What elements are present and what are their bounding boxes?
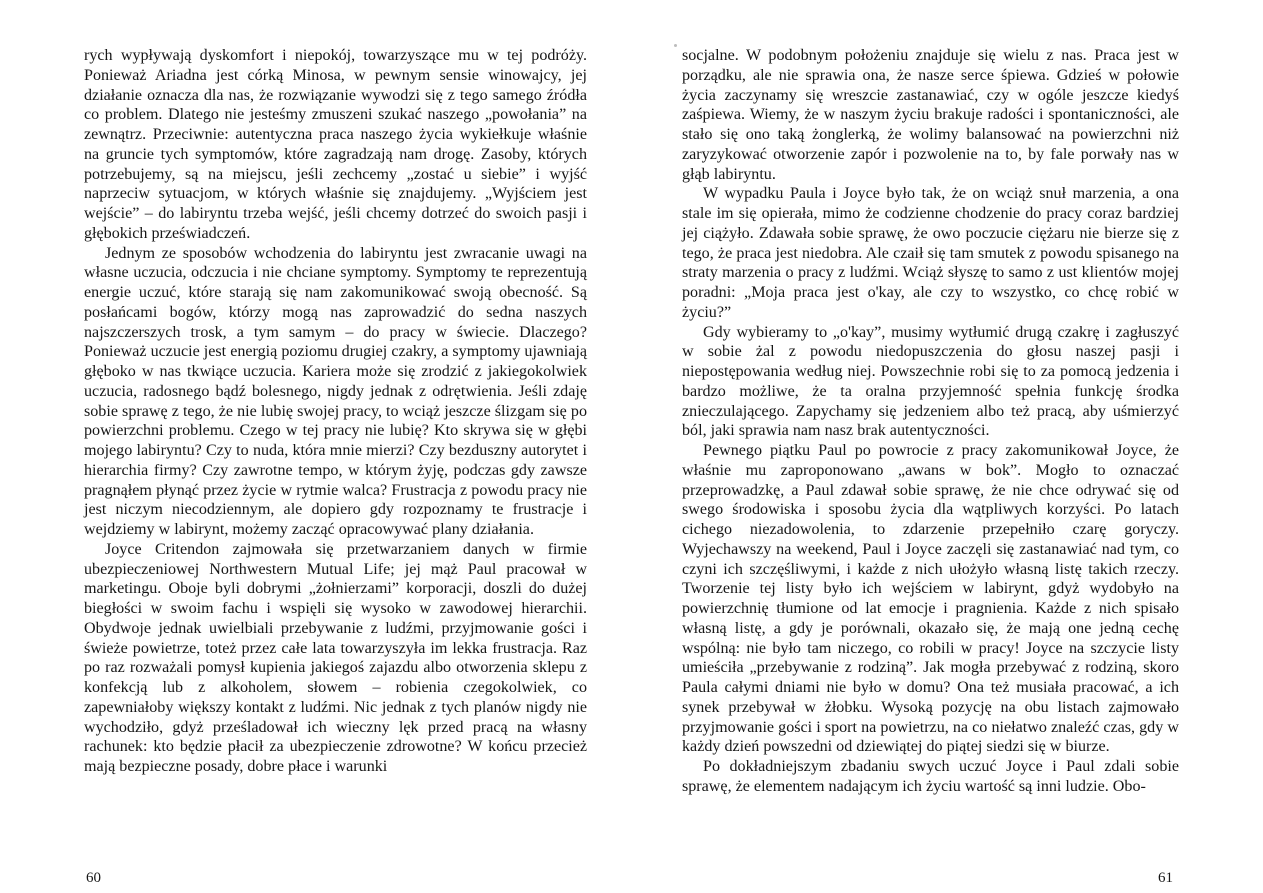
paragraph: Gdy wybieramy to „o'kay”, musimy wytłumić drugą czakrę i zagłuszyć w sobie żal z powodu niedopuszczenia do głosu naszej pasji i niepostępowania według niej. Powszechnie robi się to za pomocą jedzenia i bardzo możliwe, że ta oralna przyjemność spełnia funkcję środka znieczulającego. Zapychamy się jedzeniem albo też pracą, aby uśmierzyć ból, jaki sprawia nam nasz brak autentyczności. <box>682 323 1179 440</box>
paragraph: W wypadku Paula i Joyce było tak, że on wciąż snuł marzenia, a ona stale im się opierała, mimo że codzienne chodzenie do pracy coraz bardziej jej ciążyło. Zdawała sobie sprawę, że owo poczucie ciężaru nie bierze się z tego, że praca jest niedobra. Ale czaił się tam smutek z powodu spisanego na straty marzenia o pracy z ludźmi. Wciąż słyszę to samo z ust klientów mojej poradni: „Moja praca jest o'kay, ale czy to wszystko, co chcę robić w życiu?” <box>682 185 1179 321</box>
left-page-text <box>84 46 587 777</box>
page-number: 60 <box>86 870 101 886</box>
page-number: 61 <box>1158 870 1173 886</box>
paragraph: Joyce Critendon zajmowała się przetwarzaniem danych w firmie ubezpieczeniowej Northwestern Mutual Life; jej mąż Paul pracował w marketingu. Oboje byli dobrymi „żołnierzami” korporacji, doszli do dużej biegłości w swoim fachu i wspięli się wysoko w zawodowej hierarchii. Obydwoje jednak uwielbiali przebywanie z ludźmi, przyjmowanie gości i świeże powietrze, toteż przez całe lata towarzyszyła im lekka frustracja. Raz po raz rozważali pomysł kupienia jakiegoś zajazdu albo otworzenia sklepu z konfekcją lub z alkoholem, słowem – robienia czegokolwiek, co zapewniałoby większy kontakt z ludźmi. Nic jednak z tych planów nigdy nie wychodziło, gdyż prześladował ich wieczny lęk przed pracą na własny rachunek: kto będzie płacił za ubezpieczenie zdrowotne? W końcu przecież mają bezpieczne posady, dobre płace i warunki <box>84 540 587 775</box>
paragraph: Po dokładniejszym zbadaniu swych uczuć Joyce i Paul zdali sobie sprawę, że elementem nadającym ich życiu wartość są inni ludzie. Obo- <box>682 758 1179 795</box>
paragraph: Pewnego piątku Paul po powrocie z pracy zakomunikował Joyce, że właśnie mu zaproponowano „awans w bok”. Mogło to oznaczać przeprowadzkę, a Paul zdawał sobie sprawę, że nie chce odrywać się od swego środowiska i sposobu życia dla wątpliwych korzyści. Po latach cichego niezadowolenia, to zdarzenie przepełniło czarę goryczy. Wyjechawszy na weekend, Paul i Joyce zaczęli się zastanawiać nad tym, co czyni ich szczęśliwymi, i każde z nich ułożyło własną listę takich rzeczy. Tworzenie tej listy było ich wejściem w labirynt, gdyż wydobyło na powierzchnię tłumione od lat emocje i pragnienia. Każde z nich spisało własną listę, a gdy je porównali, okazało się, że mają one jedną cechę wspólną: nie było tam niczego, co robili w pracy! Joyce na szczycie listy umieściła „przebywanie z rodziną”. Jak mogła przebywać z rodziną, skoro Paula całymi dniami nie było w domu? Ona też musiała pracować, a ich synek przebywał w żłobku. Wysoką pozycję na obu listach zajmowało przyjmowanie gości i sport na powietrzu, na co niełatwo znaleźć czas, gdy w każdy dzień powszedni od dziewiątej do piątej siedzi się w biurze. <box>682 442 1179 756</box>
scan-speck <box>674 44 677 47</box>
right-page-text <box>682 46 1179 797</box>
left-page <box>0 0 631 893</box>
paragraph: socjalne. W podobnym położeniu znajduje się wielu z nas. Praca jest w porządku, ale nie sprawia ona, że nasze serce śpiewa. Gdzieś w połowie życia zaczynamy się wreszcie zastanawiać, czy w ogóle jeszcze kiedyś zaśpiewa. Wiemy, że w naszym życiu brakuje radości i spontaniczności, ale stało się ono taką żonglerką, że wolimy balansować na powierzchni niż zaryzykować otworzenie zapór i pozwolenie na to, by fale porwały nas w głąb labiryntu. <box>682 47 1179 183</box>
paragraph: Jednym ze sposobów wchodzenia do labiryntu jest zwracanie uwagi na własne uczucia, odczucia i nie chciane symptomy. Symptomy te reprezentują energie uczuć, które starają się nam zakomunikować swoją obecność. Są posłańcami bogów, którzy mogą nas zaprowadzić do sedna naszych najszczerszych trosk, a tym samym – do pracy w świecie. Dlaczego? Ponieważ uczucie jest energią poziomu drugiej czakry, a symptomy ujawniają głęboko w nas tkwiące uczucia. Kariera może się zrodzić z jakiegokolwiek uczucia, radosnego bądź bolesnego, nigdy jednak z odrętwienia. Jeśli zdaję sobie sprawę z tego, że nie lubię swojej pracy, to wciąż jeszcze ślizgam się po powierzchni problemu. Czego w tej pracy nie lubię? Kto skrywa się w głębi mojego labiryntu? Czy to nuda, która mnie mierzi? Czy bezduszny autorytet i hierarchia firmy? Czy zawrotne tempo, w którym żyję, podczas gdy zawsze pragnąłem płynąć przez życie w rytmie walca? Frustracja z powodu pracy nie jest niczym niecodziennym, ale dopiero gdy rozpoznamy te frustracje i wejdziemy w labirynt, możemy zacząć opracowywać plany działania. <box>84 244 587 538</box>
paragraph: rych wypływają dyskomfort i niepokój, towarzyszące mu w tej podróży. Ponieważ Ariadna jest córką Minosa, w pewnym sensie winowajcy, jej działanie oznacza dla nas, że rozwiązanie wywodzi się z tego samego źródła co problem. Dlatego nie jesteśmy zmuszeni szukać naszego „powołania” na zewnątrz. Przeciwnie: autentyczna praca naszego życia wykiełkuje właśnie na gruncie tych symptomów, które zagradzają nam drogę. Zasoby, których potrzebujemy, są na miejscu, jeśli zechcemy „zostać u siebie” i wyjść naprzeciw sytuacjom, w których właśnie się znajdujemy. „Wyjściem jest wejście” – do labiryntu trzeba wejść, jeśli chcemy dotrzeć do swoich pasji i głębokich przeświadczeń. <box>84 47 587 242</box>
right-page <box>631 0 1263 893</box>
